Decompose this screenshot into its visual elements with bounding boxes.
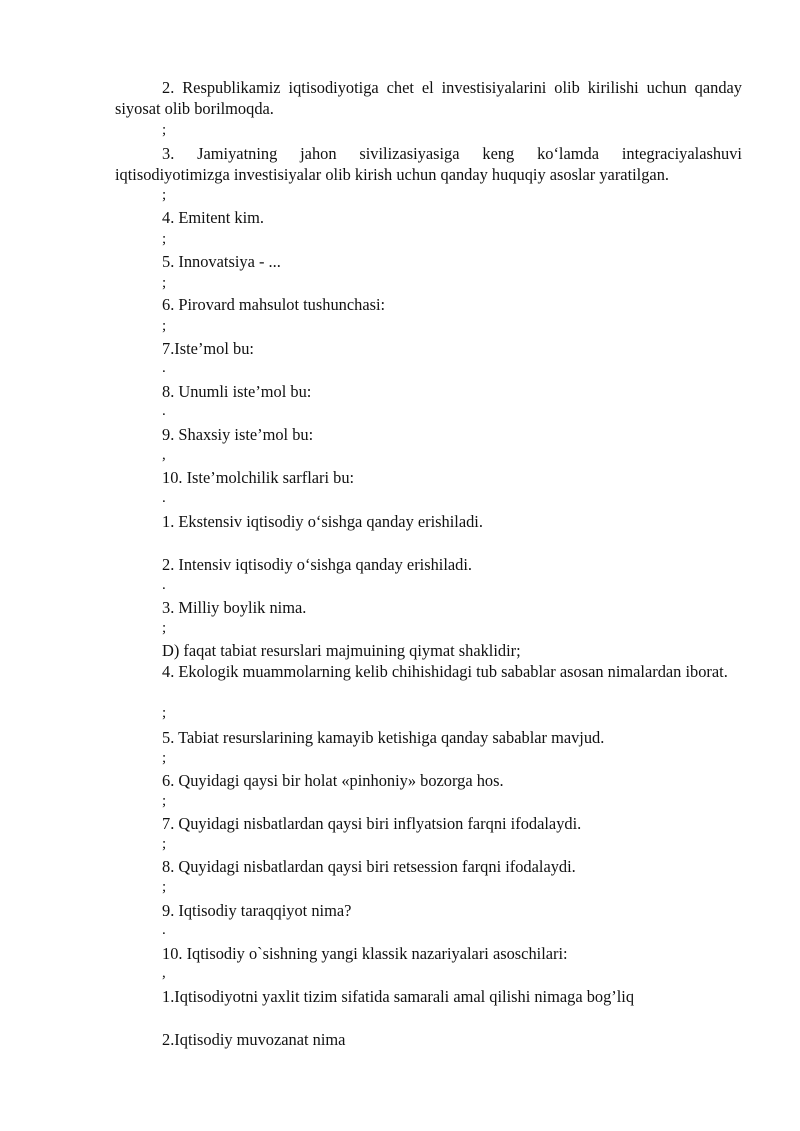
answer-mark: ; xyxy=(162,187,167,203)
answer-mark: ; xyxy=(162,275,167,291)
question-line: 3. Milliy boylik nima. xyxy=(162,598,307,617)
answer-mark: . xyxy=(162,577,166,593)
answer-mark: ; xyxy=(162,705,167,721)
answer-mark: ; xyxy=(162,620,167,636)
question-line: 7.Iste’mol bu: xyxy=(162,339,254,358)
answer-mark: ; xyxy=(162,318,167,334)
question-line: 2. Intensiv iqtisodiy o‘sishga qanday erishiladi. xyxy=(162,555,473,574)
answer-mark: ; xyxy=(162,836,167,852)
question-paragraph: 4. Ekologik muammolarning kelib chihishidagi tub sabablar asosan nimalardan iborat. xyxy=(162,662,728,681)
question-line: 6. Quyidagi qaysi bir holat «pinhoniy» bozorga hos. xyxy=(162,771,504,790)
question-line: 6. Pirovard mahsulot tushunchasi: xyxy=(162,295,386,314)
answer-mark: , xyxy=(162,447,166,463)
answer-mark: , xyxy=(162,965,166,981)
question-line: 5. Tabiat resurslarining kamayib ketishiga qanday sabablar mavjud. xyxy=(162,728,605,747)
answer-mark: ; xyxy=(162,231,167,247)
answer-mark: . xyxy=(162,403,166,419)
question-line: 9. Shaxsiy iste’mol bu: xyxy=(162,425,314,444)
question-paragraph: 3. Jamiyatning jahon sivilizasiyasiga keng ko‘lamda integraciyalashuvi iqtisodiyotimizga investisiyalar olib kirish uchun qanday huquqiy asoslar yaratilgan. xyxy=(115,144,742,184)
question-line: 10. Iqtisodiy o`sishning yangi klassik nazariyalari asoschilari: xyxy=(162,944,568,963)
question-line: 10. Iste’molchilik sarflari bu: xyxy=(162,468,355,487)
question-line: 2.Iqtisodiy muvozanat nima xyxy=(162,1030,346,1049)
answer-mark: . xyxy=(162,922,166,938)
question-line: 1. Ekstensiv iqtisodiy o‘sishga qanday erishiladi. xyxy=(162,512,483,531)
answer-mark: . xyxy=(162,360,166,376)
answer-mark: ; xyxy=(162,750,167,766)
question-line: 7. Quyidagi nisbatlardan qaysi biri inflyatsion farqni ifodalaydi. xyxy=(162,814,582,833)
answer-mark: ; xyxy=(162,879,167,895)
question-line: 5. Innovatsiya - ... xyxy=(162,252,281,271)
question-line: 9. Iqtisodiy taraqqiyot nima? xyxy=(162,901,352,920)
question-line: 1.Iqtisodiyotni yaxlit tizim sifatida samarali amal qilishi nimaga bog’liq xyxy=(162,987,635,1006)
answer-mark: . xyxy=(162,490,166,506)
question-line: 4. Emitent kim. xyxy=(162,208,264,227)
answer-mark: ; xyxy=(162,793,167,809)
answer-mark: ; xyxy=(162,122,167,138)
question-line: 8. Quyidagi nisbatlardan qaysi biri retsession farqni ifodalaydi. xyxy=(162,857,576,876)
question-line: 8. Unumli iste’mol bu: xyxy=(162,382,312,401)
question-paragraph: 2. Respublikamiz iqtisodiyotiga chet el investisiyalarini olib kirilishi uchun qanday siyosat olib borilmoqda. xyxy=(115,78,742,118)
answer-line: D) faqat tabiat resurslari majmuining qiymat shaklidir; xyxy=(162,641,521,660)
